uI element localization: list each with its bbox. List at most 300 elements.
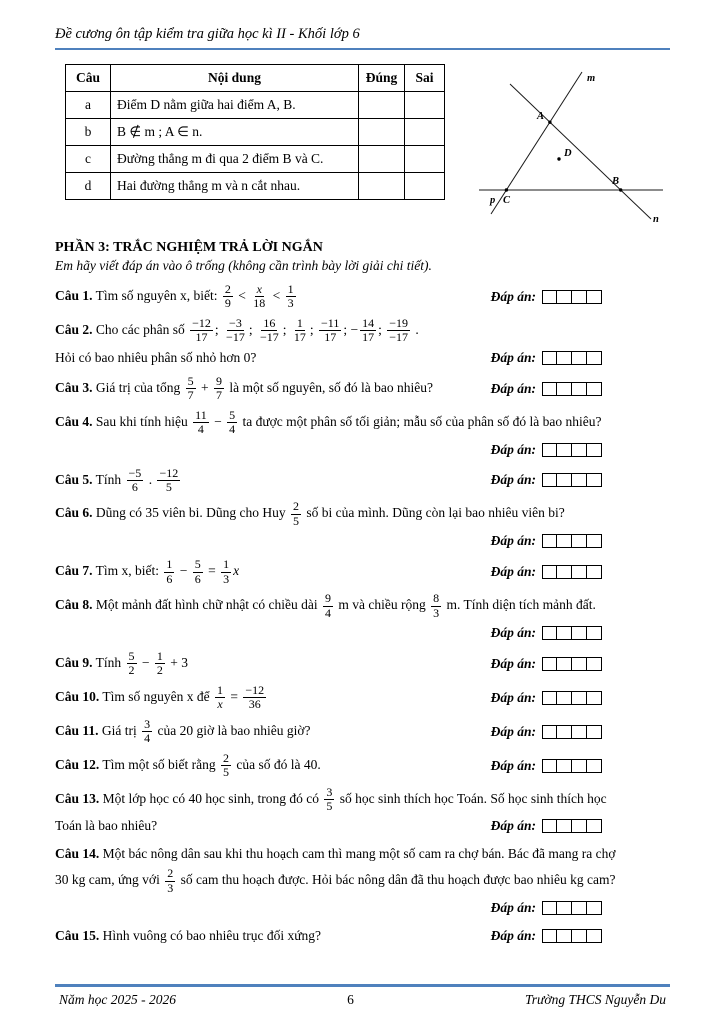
question-number: Câu 7. <box>55 563 93 579</box>
answer-box <box>572 901 587 915</box>
question-fragment: Tìm số nguyên x, biết: <box>92 288 221 304</box>
table-header-cell: Sai <box>405 65 445 92</box>
footer-row <box>55 992 670 1008</box>
questions <box>55 282 670 952</box>
fraction-numerator: 2 <box>223 750 230 765</box>
question-line <box>55 557 670 587</box>
question-fragment: Tìm số nguyên x để <box>99 688 214 704</box>
fraction-denominator: 2 <box>128 663 135 678</box>
answer-box <box>557 819 572 833</box>
question-line <box>55 282 670 312</box>
fraction-numerator: 1 <box>223 557 230 572</box>
footer-schoolyear: Năm học 2025 - 2026 <box>59 992 176 1007</box>
answer-box <box>587 657 602 671</box>
fraction-numerator: 1 <box>217 682 224 697</box>
question-fragment: Hình vuông có bao nhiêu trục đối xứng? <box>99 928 322 944</box>
fraction-denominator: 4 <box>229 422 236 437</box>
answer-box <box>542 565 557 579</box>
question-text <box>55 683 268 713</box>
question-text <box>55 818 157 834</box>
answer-box <box>572 819 587 833</box>
answer-box <box>542 473 557 487</box>
fraction-denominator: −17 <box>226 330 245 345</box>
fraction <box>324 786 334 814</box>
question-line <box>55 814 670 838</box>
question-fragment: ; <box>248 321 256 337</box>
row-false-cell <box>405 92 445 119</box>
question-fragment: − <box>176 563 191 579</box>
fraction-denominator: 4 <box>197 422 204 437</box>
fraction <box>227 409 237 437</box>
figure-point-C <box>505 188 508 191</box>
fraction-denominator: 4 <box>325 605 332 620</box>
fraction <box>127 650 137 678</box>
fraction-numerator: 2 <box>167 866 174 881</box>
row-label: d <box>66 173 111 200</box>
question-text <box>55 846 616 862</box>
question-number: Câu 11. <box>55 722 99 738</box>
answer-box <box>542 382 557 396</box>
answer-boxes <box>542 901 602 915</box>
table-header-row <box>66 65 445 92</box>
answer-box <box>557 351 572 365</box>
fraction-denominator: 18 <box>253 296 266 311</box>
answer-box <box>542 759 557 773</box>
answer-boxes <box>542 290 602 304</box>
answer-box <box>572 691 587 705</box>
question-fragment: ; − <box>343 321 359 337</box>
answer-label: Đáp án: <box>490 564 536 580</box>
question-text <box>55 316 419 346</box>
question-text <box>55 717 311 747</box>
fraction-numerator: 11 <box>195 407 207 422</box>
question-line <box>55 499 670 529</box>
question-9 <box>55 649 670 679</box>
answer-box <box>557 473 572 487</box>
fraction-denominator: x <box>217 697 223 712</box>
top-section <box>65 64 670 226</box>
question-text <box>55 350 256 366</box>
question-text <box>55 282 298 312</box>
question-10 <box>55 683 670 713</box>
answer-box <box>542 725 557 739</box>
answer-label: Đáp án: <box>490 380 536 396</box>
fraction-denominator: 3 <box>433 605 440 620</box>
fraction-numerator: 9 <box>216 373 222 388</box>
answer-box <box>572 382 587 396</box>
fraction-denominator: 5 <box>165 479 172 494</box>
document-header <box>55 26 670 64</box>
answer-box <box>557 759 572 773</box>
fraction <box>387 317 410 345</box>
question-line <box>55 374 670 404</box>
math-variable: x <box>233 563 240 579</box>
question-12 <box>55 751 670 781</box>
question-number: Câu 5. <box>55 471 93 487</box>
answer-box <box>542 691 557 705</box>
answer-box <box>542 534 557 548</box>
fraction-denominator: 36 <box>248 697 261 712</box>
answer-label: Đáp án: <box>490 928 536 944</box>
answer-boxes <box>542 691 602 705</box>
row-true-cell <box>359 119 405 146</box>
fraction-numerator: 5 <box>229 407 236 422</box>
answer-box <box>557 901 572 915</box>
fraction <box>360 317 376 345</box>
question-fragment: Tìm x, biết: <box>92 563 163 579</box>
fraction <box>243 684 266 712</box>
figure-line-label-n: n <box>653 214 659 225</box>
answer-label: Đáp án: <box>490 441 536 457</box>
question-number: Câu 8. <box>55 597 93 613</box>
row-true-cell <box>359 173 405 200</box>
question-text <box>55 928 321 944</box>
question-fragment: 30 kg cam, ứng với <box>55 872 164 888</box>
answer-block <box>491 350 602 366</box>
answer-label: Đáp án: <box>490 533 536 549</box>
question-13 <box>55 785 670 839</box>
question-fragment: = <box>204 563 220 579</box>
question-text <box>55 785 607 815</box>
fraction-numerator: −11 <box>321 315 340 330</box>
figure-point-label-C: C <box>503 195 511 206</box>
fraction <box>323 592 333 620</box>
question-line <box>55 438 670 462</box>
question-number: Câu 2. <box>55 321 93 337</box>
figure-point-label-A: A <box>537 111 545 122</box>
table-header-cell: Nội dung <box>111 65 359 92</box>
answer-boxes <box>542 565 602 579</box>
question-fragment: Một lớp học có 40 học sinh, trong đó có <box>99 790 323 806</box>
question-line <box>55 316 670 346</box>
question-6 <box>55 499 670 553</box>
fraction <box>258 317 281 345</box>
fraction-numerator: 5 <box>194 557 201 572</box>
footer-page-number: 6 <box>347 992 354 1007</box>
fraction-denominator: 5 <box>326 798 333 813</box>
answer-box <box>572 443 587 457</box>
question-line <box>55 466 670 496</box>
question-fragment: Toán là bao nhiêu? <box>55 818 158 834</box>
answer-block <box>491 818 602 834</box>
row-statement: Điểm D nằm giữa hai điểm A, B. <box>111 92 359 119</box>
row-label: a <box>66 92 111 119</box>
question-line <box>55 529 670 553</box>
fraction <box>431 592 441 620</box>
question-1 <box>55 282 670 312</box>
question-fragment: . <box>412 321 419 337</box>
answer-box <box>542 443 557 457</box>
question-fragment: của 20 giờ là bao nhiêu giờ? <box>154 722 311 738</box>
fraction <box>155 650 165 678</box>
answer-box <box>542 819 557 833</box>
fraction-denominator: 17 <box>195 330 208 345</box>
answer-boxes <box>542 929 602 943</box>
answer-box <box>557 691 572 705</box>
answer-boxes <box>542 382 602 396</box>
question-line <box>55 408 670 438</box>
figure-point-label-B: B <box>612 176 620 187</box>
question-text <box>55 466 182 496</box>
question-text <box>55 499 565 529</box>
truefalse-table-body <box>66 92 445 200</box>
question-text <box>55 751 321 781</box>
answer-box <box>557 626 572 640</box>
fraction-denominator: 17 <box>324 330 337 345</box>
fraction-numerator: 1 <box>166 557 173 572</box>
answer-box <box>572 565 587 579</box>
question-fragment: số cam thu hoạch được. Hỏi bác nông dân đã thu hoạch được bao nhiêu kg cam? <box>177 872 616 888</box>
question-4 <box>55 408 670 462</box>
answer-box <box>557 725 572 739</box>
fraction-numerator: −3 <box>229 315 242 330</box>
figure-point-label-D: D <box>564 148 572 159</box>
question-fragment: Sau khi tính hiệu <box>92 413 192 429</box>
question-fragment: − <box>210 413 226 429</box>
question-fragment: của số đó là 40. <box>233 756 321 772</box>
truefalse-table <box>65 64 445 200</box>
fraction-numerator: 1 <box>287 282 294 296</box>
question-fragment: . <box>145 471 156 487</box>
question-fragment: ; <box>309 321 318 337</box>
answer-boxes <box>542 351 602 365</box>
answer-box <box>572 473 587 487</box>
answer-label: Đáp án: <box>490 757 536 773</box>
row-label: b <box>66 119 111 146</box>
fraction <box>165 867 175 895</box>
fraction <box>164 558 174 586</box>
answer-block <box>491 928 602 944</box>
figure-point-A <box>548 121 551 124</box>
fraction <box>223 283 233 311</box>
answer-boxes <box>542 759 602 773</box>
answer-box <box>587 626 602 640</box>
question-line <box>55 717 670 747</box>
question-fragment: số học sinh thích học Toán. Số học sinh thích học <box>336 790 607 806</box>
question-text <box>55 557 239 587</box>
section-instruction: Em hãy viết đáp án vào ô trống (không cần trình bày lời giải chi tiết). <box>55 258 432 273</box>
fraction-denominator: −17 <box>389 330 409 345</box>
answer-block <box>491 900 602 916</box>
answer-box <box>572 657 587 671</box>
fraction-denominator: 17 <box>293 330 306 345</box>
page-footer <box>55 984 670 1008</box>
answer-box <box>557 929 572 943</box>
fraction <box>186 375 196 403</box>
row-false-cell <box>405 146 445 173</box>
answer-box <box>542 290 557 304</box>
question-fragment: Tìm một số biết rằng <box>99 756 220 772</box>
answer-box <box>572 929 587 943</box>
question-line <box>55 751 670 781</box>
answer-box <box>587 691 602 705</box>
question-fragment: − <box>138 655 153 671</box>
question-fragment: Tính <box>92 655 125 671</box>
answer-box <box>572 725 587 739</box>
answer-box <box>542 901 557 915</box>
answer-block <box>491 690 602 706</box>
footer-school-name: Trường THCS Nguyễn Du <box>525 992 666 1007</box>
fraction-denominator: 9 <box>224 296 231 311</box>
question-fragment: Giá trị <box>98 722 141 738</box>
section-title: PHẦN 3: TRẮC NGHIỆM TRẢ LỜI NGẮN <box>55 240 323 255</box>
fraction-numerator: −12 <box>159 465 179 480</box>
question-line <box>55 621 670 645</box>
fraction <box>292 317 308 345</box>
question-line <box>55 649 670 679</box>
answer-label: Đáp án: <box>490 818 536 834</box>
answer-box <box>542 626 557 640</box>
question-2 <box>55 316 670 370</box>
answer-block <box>491 472 602 488</box>
fraction <box>215 684 225 712</box>
answer-box <box>572 626 587 640</box>
figure-line-label-p: p <box>490 195 496 206</box>
question-line <box>55 842 670 866</box>
fraction <box>224 317 247 345</box>
question-number: Câu 14. <box>55 846 100 862</box>
answer-box <box>557 290 572 304</box>
fraction <box>221 558 231 586</box>
answer-boxes <box>542 819 602 833</box>
answer-box <box>587 901 602 915</box>
truefalse-table-head <box>66 65 445 92</box>
question-8 <box>55 591 670 645</box>
fraction-denominator: 7 <box>216 388 222 403</box>
row-true-cell <box>359 92 405 119</box>
fraction-denominator: 17 <box>362 330 375 345</box>
answer-box <box>542 929 557 943</box>
fraction <box>286 283 296 311</box>
answer-box <box>587 290 602 304</box>
fraction <box>190 317 213 345</box>
fraction <box>193 409 209 437</box>
question-text <box>55 649 188 679</box>
fraction-numerator: −12 <box>192 315 211 330</box>
question-number: Câu 12. <box>55 756 100 772</box>
fraction <box>251 283 267 311</box>
answer-boxes <box>542 534 602 548</box>
answer-box <box>587 443 602 457</box>
fraction-denominator: 7 <box>187 388 194 403</box>
figure-point-B <box>619 188 622 191</box>
answer-boxes <box>542 657 602 671</box>
question-number: Câu 9. <box>55 655 93 671</box>
question-fragment: ; <box>378 321 386 337</box>
header-divider <box>55 48 670 50</box>
fraction-numerator: 2 <box>224 282 231 296</box>
answer-box <box>587 382 602 396</box>
fraction <box>221 752 231 780</box>
question-line <box>55 346 670 370</box>
question-fragment: ; <box>282 321 290 337</box>
question-15 <box>55 924 670 948</box>
fraction-denominator: 5 <box>293 513 299 528</box>
answer-box <box>542 351 557 365</box>
answer-block <box>491 381 602 397</box>
table-header-cell: Câu <box>66 65 111 92</box>
fraction <box>157 467 180 495</box>
row-statement: Đường thẳng m đi qua 2 điểm B và C. <box>111 146 359 173</box>
row-true-cell <box>359 146 405 173</box>
question-fragment: ; <box>214 321 223 337</box>
fraction-denominator: 6 <box>194 571 201 586</box>
question-fragment: m. Tính diện tích mảnh đất. <box>443 597 596 613</box>
answer-box <box>542 657 557 671</box>
answer-block <box>491 758 602 774</box>
question-fragment: Giá trị của tổng <box>92 379 184 395</box>
question-number: Câu 6. <box>55 505 93 521</box>
answer-block <box>491 724 602 740</box>
fraction-denominator: 5 <box>223 765 230 780</box>
fraction <box>193 558 203 586</box>
fraction-numerator: −19 <box>389 315 409 330</box>
question-fragment: + <box>197 379 212 395</box>
fraction-denominator: 4 <box>144 731 151 746</box>
answer-label: Đáp án: <box>490 625 536 640</box>
fraction-denominator: 2 <box>156 663 163 678</box>
row-statement: B ∉ m ; A ∈ n. <box>111 119 359 146</box>
answer-label: Đáp án: <box>490 472 536 488</box>
question-fragment: là một số nguyên, số đó là bao nhiêu? <box>226 379 433 395</box>
fraction-denominator: 6 <box>131 479 138 494</box>
figure-point-D <box>557 157 560 160</box>
answer-box <box>587 473 602 487</box>
answer-box <box>587 725 602 739</box>
fraction-numerator: 3 <box>144 716 151 731</box>
fraction-numerator: 5 <box>187 373 194 388</box>
question-fragment: Tính <box>92 471 125 487</box>
answer-label: Đáp án: <box>490 900 536 916</box>
question-fragment: ta được một phân số tối giản; mẫu số của phân số đó là bao nhiêu? <box>239 413 602 429</box>
fraction-numerator: 1 <box>296 315 303 330</box>
fraction-numerator: −12 <box>245 682 265 697</box>
row-statement: Hai đường thẳng m và n cắt nhau. <box>111 173 359 200</box>
document-title: Đề cương ôn tập kiểm tra giữa học kì II - Khối lớp 6 <box>55 26 360 42</box>
answer-label: Đáp án: <box>490 349 536 365</box>
answer-box <box>587 351 602 365</box>
fraction-numerator: x <box>256 282 262 296</box>
table-row <box>66 173 445 200</box>
answer-block <box>491 289 602 305</box>
fraction-numerator: 8 <box>433 591 440 606</box>
question-fragment: số bi của mình. Dũng còn lại bao nhiêu viên bi? <box>303 505 565 521</box>
fraction-numerator: 14 <box>362 315 375 330</box>
question-fragment: Một bác nông dân sau khi thu hoạch cam thì mang một số cam ra chợ bán. Bác đã mang ra chợ <box>99 846 616 862</box>
question-3 <box>55 374 670 404</box>
table-row <box>66 146 445 173</box>
answer-boxes <box>542 473 602 487</box>
answer-box <box>557 565 572 579</box>
fraction-numerator: 5 <box>128 649 135 663</box>
answer-box <box>587 819 602 833</box>
figure-line-label-m: m <box>587 73 596 84</box>
answer-box <box>587 534 602 548</box>
figure-line-m <box>491 72 582 214</box>
question-7 <box>55 557 670 587</box>
answer-box <box>572 759 587 773</box>
question-line <box>55 866 670 896</box>
question-fragment: Dũng có 35 viên bi. Dũng cho Huy <box>92 505 289 521</box>
answer-box <box>557 534 572 548</box>
question-number: Câu 3. <box>55 379 93 395</box>
question-number: Câu 4. <box>55 413 93 429</box>
answer-box <box>557 657 572 671</box>
fraction-numerator: 9 <box>325 591 332 606</box>
question-text <box>55 374 433 404</box>
answer-block <box>491 442 602 458</box>
fraction-numerator: 16 <box>263 315 276 330</box>
